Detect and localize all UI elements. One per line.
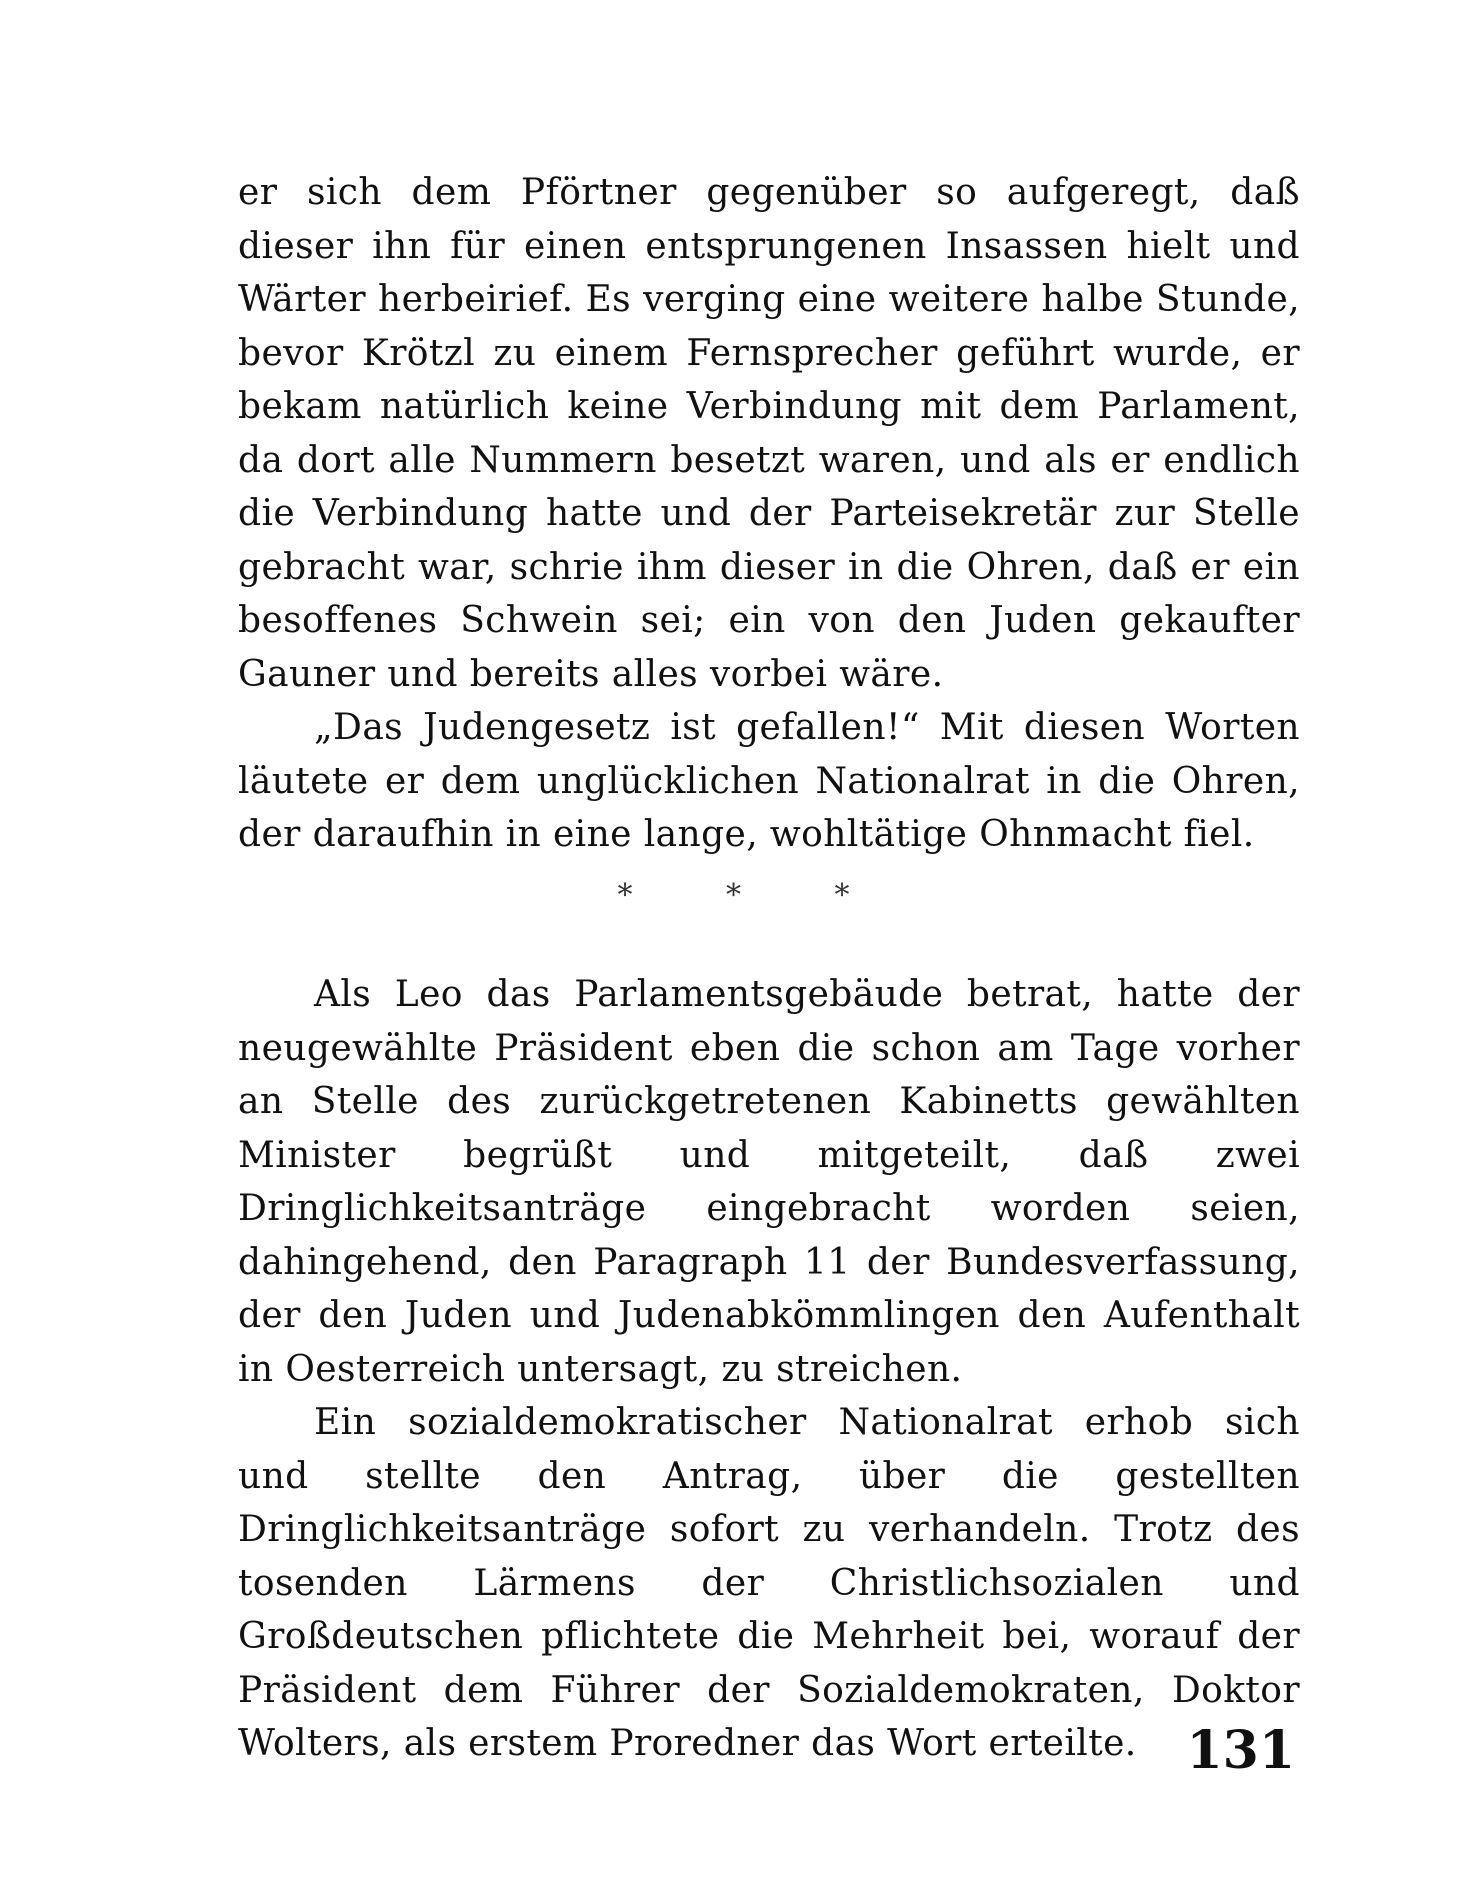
paragraph-continuation: er sich dem Pförtner gegenüber so aufgeregt, daß dieser ihn für einen entsprungenen Insassen hielt und Wärter herbeirief. Es verging eine weitere halbe Stunde, bevor Krötzl zu einem Fernsprecher geführt wurde, er bekam natürlich keine Verbindung mit dem Parlament, da dort alle Nummern besetzt waren, und als er endlich die Verbindung hatte und der Parteisekretär zur Stelle gebracht war, schrie ihm dieser in die Ohren, daß er ein besoffenes Schwein sei; ein von den Juden gekaufter Gauner und bereits alles vorbei wäre. xyxy=(238,172,1300,695)
separator-asterisk: * xyxy=(617,878,633,913)
page-number: 131 xyxy=(1186,1720,1295,1781)
text-block-top xyxy=(238,166,1300,862)
text-block-bottom xyxy=(238,968,1300,1771)
paragraph: Als Leo das Parlamentsgebäude betrat, hatte der neugewählte Präsident eben die schon am Tage vorher an Stelle des zurückgetretenen Kabinetts gewählten Minister begrüßt und mitgeteilt, daß zwei Dringlichkeitsanträge eingebracht worden seien, dahingehend, den Paragraph 11 der Bundesverfassung, der den Juden und Judenabkömmlingen den Aufenthalt in Oesterreich untersagt, zu streichen. xyxy=(238,974,1300,1390)
paragraph: „Das Judengesetz ist gefallen!“ Mit diesen Worten läutete er dem unglücklichen Nationalrat in die Ohren, der daraufhin in eine lange, wohltätige Ohnmacht fiel. xyxy=(238,707,1300,855)
section-separator xyxy=(0,878,1467,913)
separator-asterisk: * xyxy=(726,878,741,913)
separator-asterisk: * xyxy=(834,878,850,913)
paragraph: Ein sozialdemokratischer Nationalrat erhob sich und stellte den Antrag, über die gestellten Dringlichkeitsanträge sofort zu verhandeln. Trotz des tosenden Lärmens der Christlichsozialen und Großdeutschen pflichtete die Mehrheit bei, worauf der Präsident dem Führer der Sozialdemokraten, Doktor Wolters, als erstem Proredner das Wort erteilte. xyxy=(238,1402,1300,1764)
